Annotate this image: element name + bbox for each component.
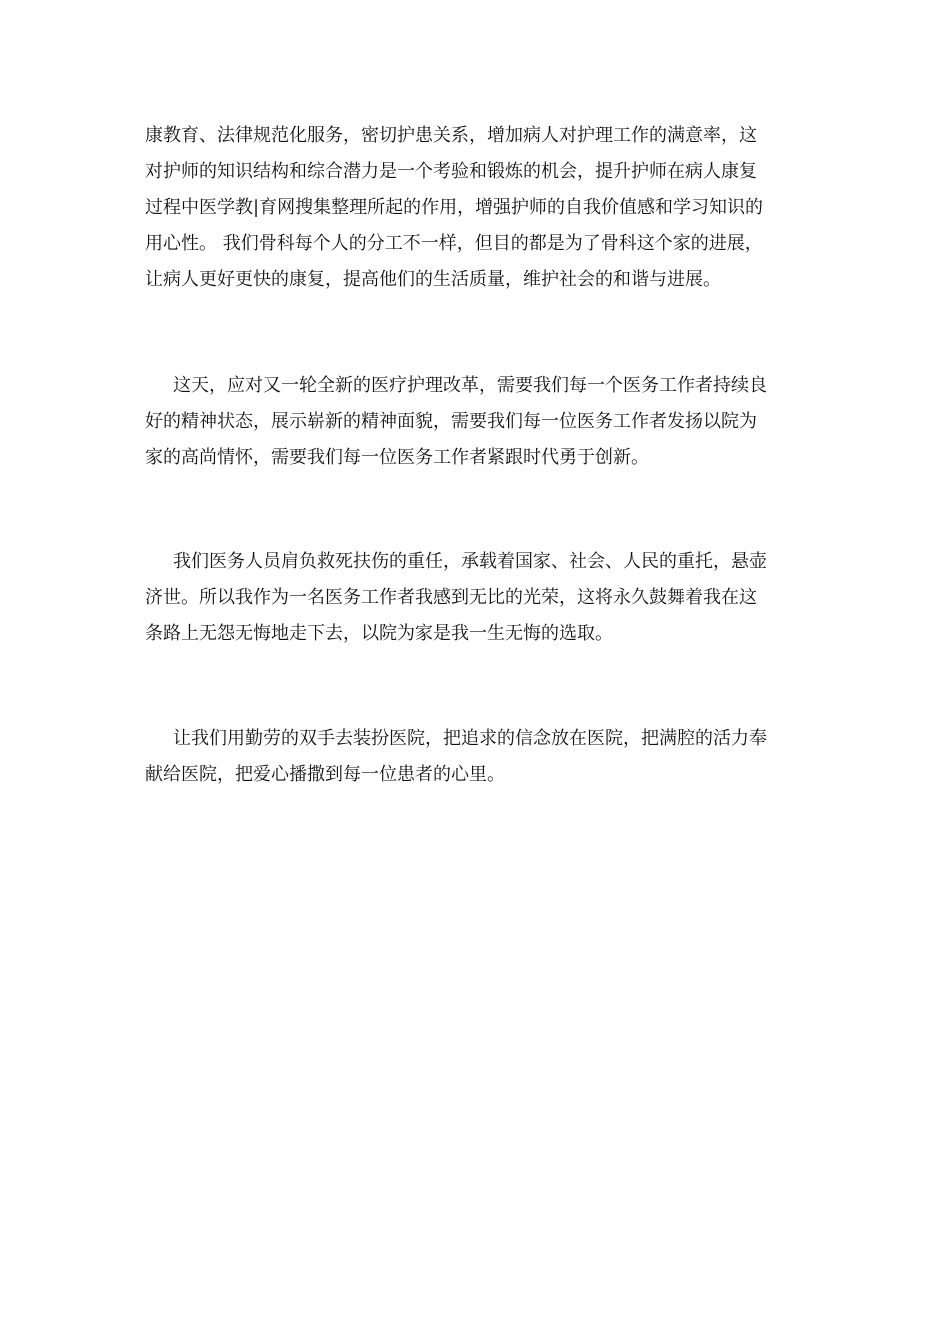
- text-line: 用心性。 我们骨科每个人的分工不一样，但目的都是为了骨科这个家的进展，: [145, 233, 763, 254]
- paragraph-3: [145, 544, 810, 652]
- text-line: 济世。所以我作为一名医务工作者我感到无比的光荣，这将永久鼓舞着我在这: [145, 587, 757, 608]
- text-line: 让我们用勤劳的双手去装扮医院，把追求的信念放在医院，把满腔的活力奉: [173, 728, 767, 749]
- text-line: 对护师的知识结构和综合潜力是一个考验和锻炼的机会，提升护师在病人康复: [145, 161, 757, 182]
- text-line: 我们医务人员肩负救死扶伤的重任，承载着国家、社会、人民的重托，悬壶: [173, 551, 767, 572]
- text-line: 家的高尚情怀，需要我们每一位医务工作者紧跟时代勇于创新。: [145, 447, 649, 468]
- document-body: [145, 118, 810, 793]
- text-line: 条路上无怨无悔地走下去，以院为家是我一生无悔的选取。: [145, 623, 613, 644]
- text-line: 献给医院，把爱心播撒到每一位患者的心里。: [145, 764, 505, 785]
- paragraph-4: [145, 721, 810, 793]
- paragraph-2: [145, 368, 810, 476]
- text-line: 过程中医学教|育网搜集整理所起的作用，增强护师的自我价值感和学习知识的: [145, 197, 764, 218]
- text-line: 好的精神状态，展示崭新的精神面貌，需要我们每一位医务工作者发扬以院为: [145, 411, 757, 432]
- text-line: 康教育、法律规范化服务，密切护患关系，增加病人对护理工作的满意率，这: [145, 125, 757, 146]
- text-line: 这天，应对又一轮全新的医疗护理改革，需要我们每一个医务工作者持续良: [173, 375, 767, 396]
- paragraph-1: [145, 118, 810, 298]
- text-line: 让病人更好更快的康复，提高他们的生活质量，维护社会的和谐与进展。: [145, 269, 721, 290]
